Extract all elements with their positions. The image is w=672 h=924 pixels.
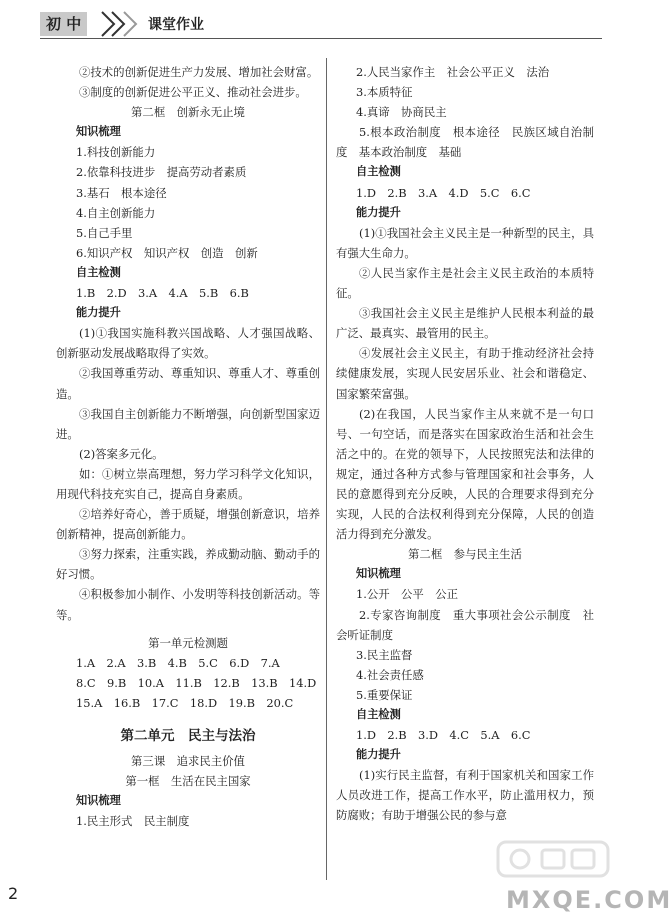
- left-line: 能力提升: [76, 306, 121, 320]
- left-line: 第二框 创新永无止境: [131, 105, 245, 120]
- right-line: 1.公开 公平 公正: [356, 587, 458, 602]
- header-title: 课堂作业: [148, 17, 204, 33]
- left-line: (2)答案多元化。: [79, 446, 164, 461]
- left-line: 3.基石 根本途径: [76, 185, 167, 200]
- spacer: [56, 713, 320, 721]
- right-line: 5.根本政治制度 根本途径 民族区域自治制度 基本政治制度 基础: [336, 125, 594, 160]
- page-number: 2: [8, 884, 19, 903]
- right-line: 能力提升: [356, 748, 401, 762]
- right-line: 3.本质特征: [356, 85, 413, 100]
- right-line: 1.D 2.B 3.D 4.C 5.A 6.C: [356, 728, 531, 743]
- left-line: ③我国自主创新能力不断增强，向创新型国家迈进。: [56, 406, 320, 441]
- left-line: 第一框 生活在民主国家: [125, 774, 251, 789]
- left-line: ②培养好奇心，善于质疑，增强创新意识，培养创新精神，提高创新能力。: [56, 507, 320, 542]
- right-line: 2.专家咨询制度 重大事项社会公示制度 社会听证制度: [336, 607, 594, 642]
- left-line: 1.科技创新能力: [76, 145, 156, 160]
- right-line: (1)实行民主监督，有利于国家机关和国家工作人员改进工作，提高工作水平，防止滥用权力，预防腐败；有助于增强公民的参与意: [336, 768, 594, 823]
- left-line: 第三课 追求民主价值: [131, 754, 245, 768]
- right-line: 1.D 2.B 3.A 4.D 5.C 6.C: [356, 185, 531, 200]
- watermark: MXQE.COM: [506, 886, 672, 914]
- left-line: ②我国尊重劳动、尊重知识、尊重人才、尊重创造。: [56, 366, 320, 401]
- left-line: 2.依靠科技进步 提高劳动者素质: [76, 165, 247, 180]
- column-divider: [326, 58, 327, 880]
- chevron-double-icon: [98, 10, 146, 38]
- left-line: (1)①我国实施科教兴国战略、人才强国战略、创新驱动发展战略取得了实效。: [56, 326, 320, 361]
- right-line: 5.重要保证: [356, 687, 413, 702]
- right-line: (2)在我国，人民当家作主从来就不是一句口号、一句空话，而是落实在国家政治生活和社会生活之中的。在党的领导下，人民按照宪法和法律的规定，通过各种方式参与管理国家和社会事务，人民的意愿得到充分反映，人民的合理要求得到充分实现，人民的合法权利得到充分保障，人民的创造活力得到充分激发。: [336, 406, 594, 542]
- left-line: 1.B 2.D 3.A 4.A 5.B 6.B: [76, 286, 249, 301]
- right-line: 2.人民当家作主 社会公平正义 法治: [356, 65, 550, 79]
- right-line: 4.社会责任感: [356, 667, 424, 682]
- left-line: 6.知识产权 知识产权 创造 创新: [76, 245, 258, 260]
- right-line: 自主检测: [356, 165, 401, 179]
- right-line: 第二框 参与民主生活: [408, 547, 522, 562]
- left-line: 知识梳理: [76, 794, 121, 808]
- left-line: 知识梳理: [76, 125, 121, 139]
- watermark-logo-icon: [468, 838, 618, 888]
- header-label: 初 中: [40, 12, 87, 36]
- right-line: ②人民当家作主是社会主义民主政治的本质特征。: [336, 265, 594, 301]
- right-line: (1)①我国社会主义民主是一种新型的民主，具有强大生命力。: [336, 225, 594, 260]
- right-line: ③我国社会主义民主是维护人民根本利益的最广泛、最真实、最管用的民主。: [336, 306, 594, 341]
- right-line: 知识梳理: [356, 567, 401, 581]
- right-line: ④发展社会主义民主，有助于推动经济社会持续健康发展，实现人民安居乐业、社会和谐稳定、国家繁荣富强。: [336, 346, 594, 401]
- right-line: 自主检测: [356, 708, 401, 721]
- right-line: 4.真谛 协商民主: [356, 105, 447, 120]
- left-line: ②技术的创新促进生产力发展、增加社会财富。: [79, 65, 319, 79]
- left-line: 如：①树立崇高理想，努力学习科学文化知识，用现代科技充实自己，提高自身素质。: [56, 466, 320, 501]
- right-line: 能力提升: [356, 205, 401, 219]
- left-line: 15.A 16.B 17.C 18.D 19.B 20.C: [76, 695, 294, 710]
- right-line: 3.民主监督: [356, 647, 413, 662]
- spacer: [56, 625, 320, 633]
- left-column: [56, 62, 320, 831]
- left-line: 1.民主形式 民主制度: [76, 814, 190, 829]
- left-line: 1.A 2.A 3.B 4.B 5.C 6.D 7.A: [76, 655, 280, 670]
- left-line: 4.自主创新能力: [76, 205, 156, 220]
- header-rule: [40, 38, 602, 39]
- page-header: [40, 10, 602, 40]
- left-line: 自主检测: [76, 265, 121, 279]
- left-line: ③制度的创新促进公平正义、推动社会进步。: [79, 85, 307, 100]
- right-column: [336, 62, 594, 826]
- left-line: ④积极参加小制作、小发明等科技创新活动。等等。: [56, 587, 320, 622]
- left-line: 5.自己手里: [76, 225, 133, 240]
- left-line: 8.C 9.B 10.A 11.B 12.B 13.B 14.D: [76, 675, 317, 690]
- left-line: 第一单元检测题: [148, 635, 228, 650]
- left-line: ③努力探索，注重实践，养成勤动脑、勤动手的好习惯。: [56, 547, 320, 582]
- left-line: 第二单元 民主与法治: [120, 728, 256, 744]
